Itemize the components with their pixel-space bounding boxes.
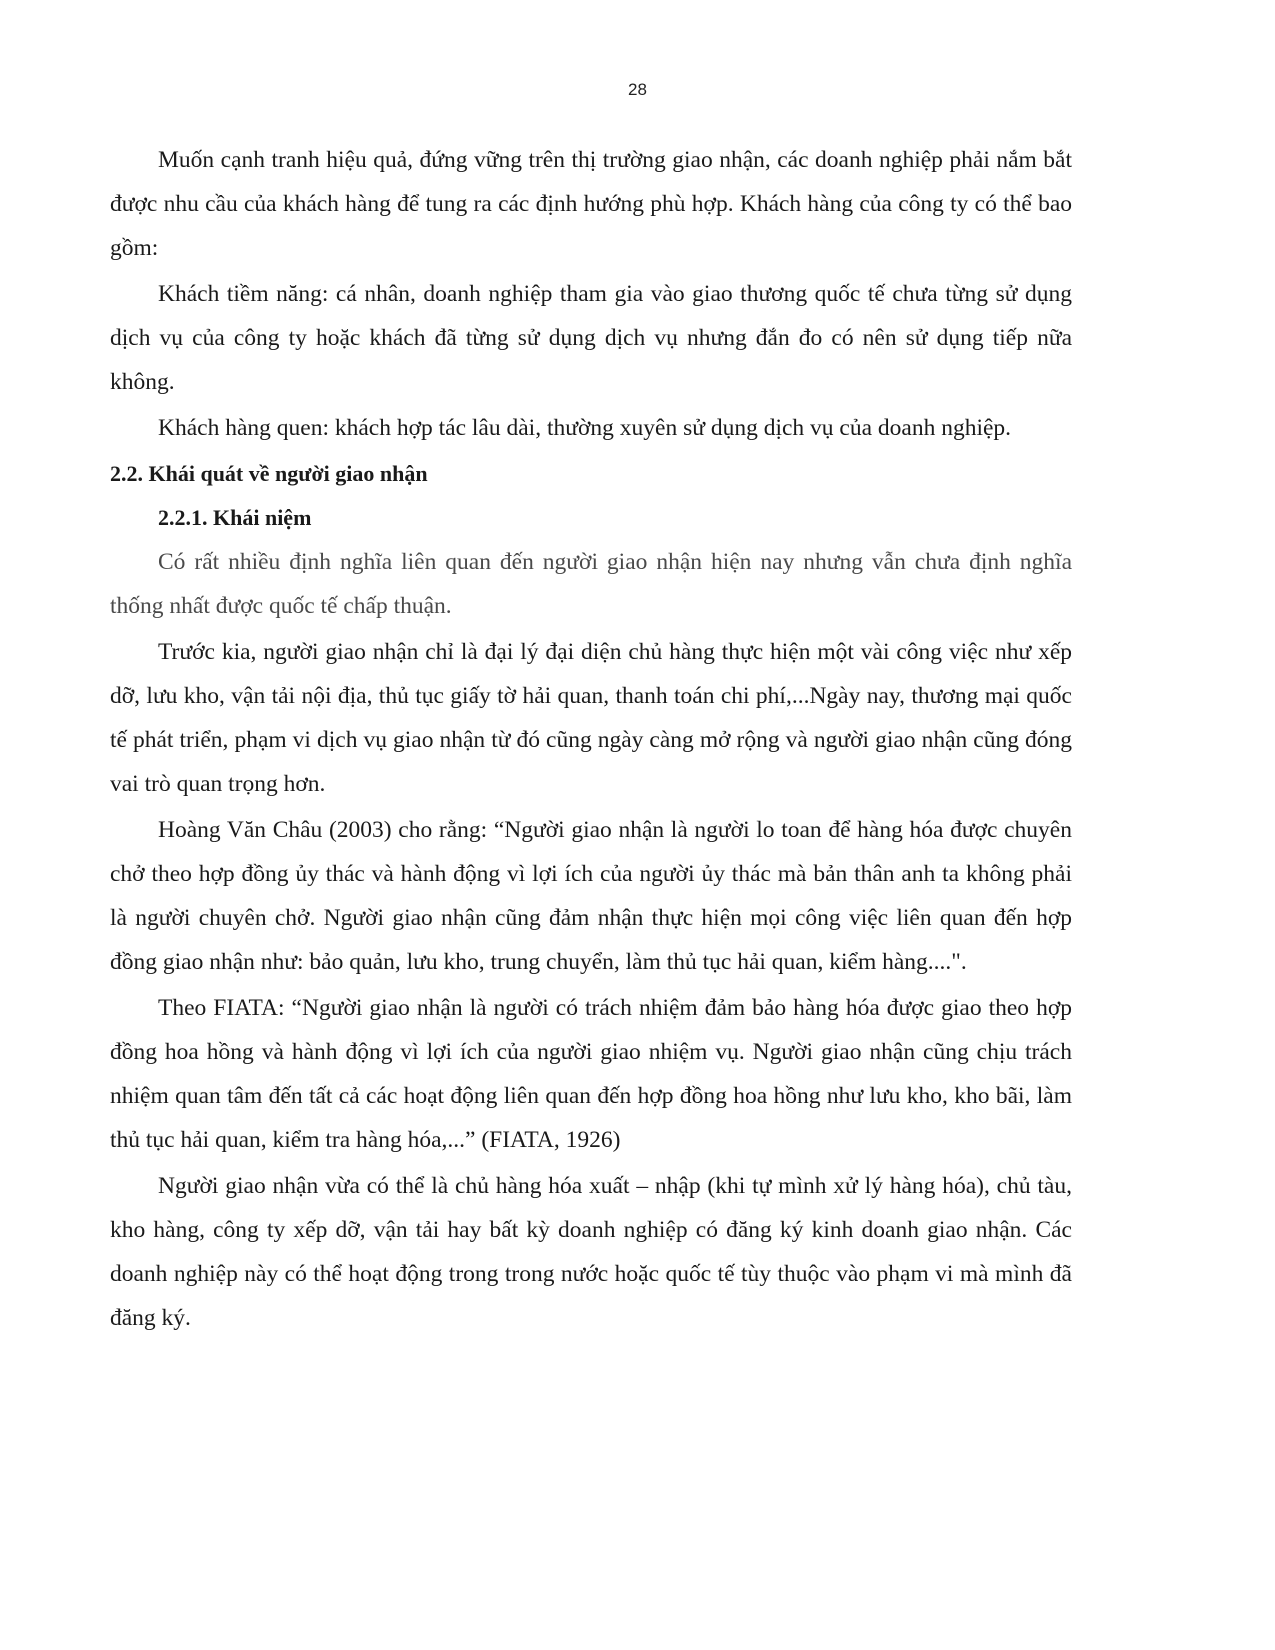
paragraph-forwarder-types: Người giao nhận vừa có thể là chủ hàng hóa xuất – nhập (khi tự mình xử lý hàng hóa), chủ tàu, kho hàng, công ty xếp dỡ, vận tải hay bất kỳ doanh nghiệp có đăng ký kinh doanh giao nhận. Các doanh nghiệp này có thể hoạt động trong trong nước hoặc quốc tế tùy thuộc vào phạm vi mà mình đã đăng ký. xyxy=(110,1173,1072,1331)
paragraph-fiata-quote: Theo FIATA: “Người giao nhận là người có trách nhiệm đảm bảo hàng hóa được giao theo hợp đồng hoa hồng và hành động vì lợi ích của người giao nhiệm vụ. Người giao nhận cũng chịu trách nhiệm quan tâm đến tất cả các hoạt động liên quan đến hợp đồng hoa hồng như lưu kho, kho bãi, làm thủ tục hải quan, kiểm tra hàng hóa,...” (FIATA, 1926) xyxy=(110,995,1072,1153)
paragraph-regular-customers: Khách hàng quen: khách hợp tác lâu dài, thường xuyên sử dụng dịch vụ của doanh nghiệp. xyxy=(158,415,1012,441)
paragraph-customer-needs: Muốn cạnh tranh hiệu quả, đứng vững trên thị trường giao nhận, các doanh nghiệp phải nắm bắt được nhu cầu của khách hàng để tung ra các định hướng phù hợp. Khách hàng của công ty có thể bao gồm: xyxy=(110,147,1072,261)
page-number: 28 xyxy=(628,80,647,99)
subsection-heading: 2.2.1. Khái niệm xyxy=(158,505,312,530)
paragraph-potential-customers: Khách tiềm năng: cá nhân, doanh nghiệp tham gia vào giao thương quốc tế chưa từng sử dụng dịch vụ của công ty hoặc khách đã từng sử dụng dịch vụ nhưng đắn đo có nên sử dụng tiếp nữa không. xyxy=(110,281,1072,395)
document-body xyxy=(110,138,1072,1342)
paragraph-definitions-intro: Có rất nhiều định nghĩa liên quan đến người giao nhận hiện nay nhưng vẫn chưa định nghĩa thống nhất được quốc tế chấp thuận. xyxy=(110,549,1072,619)
section-heading: 2.2. Khái quát về người giao nhận xyxy=(110,461,428,486)
paragraph-hoang-van-chau-quote: Hoàng Văn Châu (2003) cho rằng: “Người giao nhận là người lo toan để hàng hóa được chuyên chở theo hợp đồng ủy thác và hành động vì lợi ích của người ủy thác mà bản thân anh ta không phải là người chuyên chở. Người giao nhận cũng đảm nhận thực hiện mọi công việc liên quan đến hợp đồng giao nhận như: bảo quản, lưu kho, trung chuyển, làm thủ tục hải quan, kiểm hàng....". xyxy=(110,817,1072,975)
paragraph-history: Trước kia, người giao nhận chỉ là đại lý đại diện chủ hàng thực hiện một vài công việc như xếp dỡ, lưu kho, vận tải nội địa, thủ tục giấy tờ hải quan, thanh toán chi phí,...Ngày nay, thương mại quốc tế phát triển, phạm vi dịch vụ giao nhận từ đó cũng ngày càng mở rộng và người giao nhận cũng đóng vai trò quan trọng hơn. xyxy=(110,639,1072,797)
